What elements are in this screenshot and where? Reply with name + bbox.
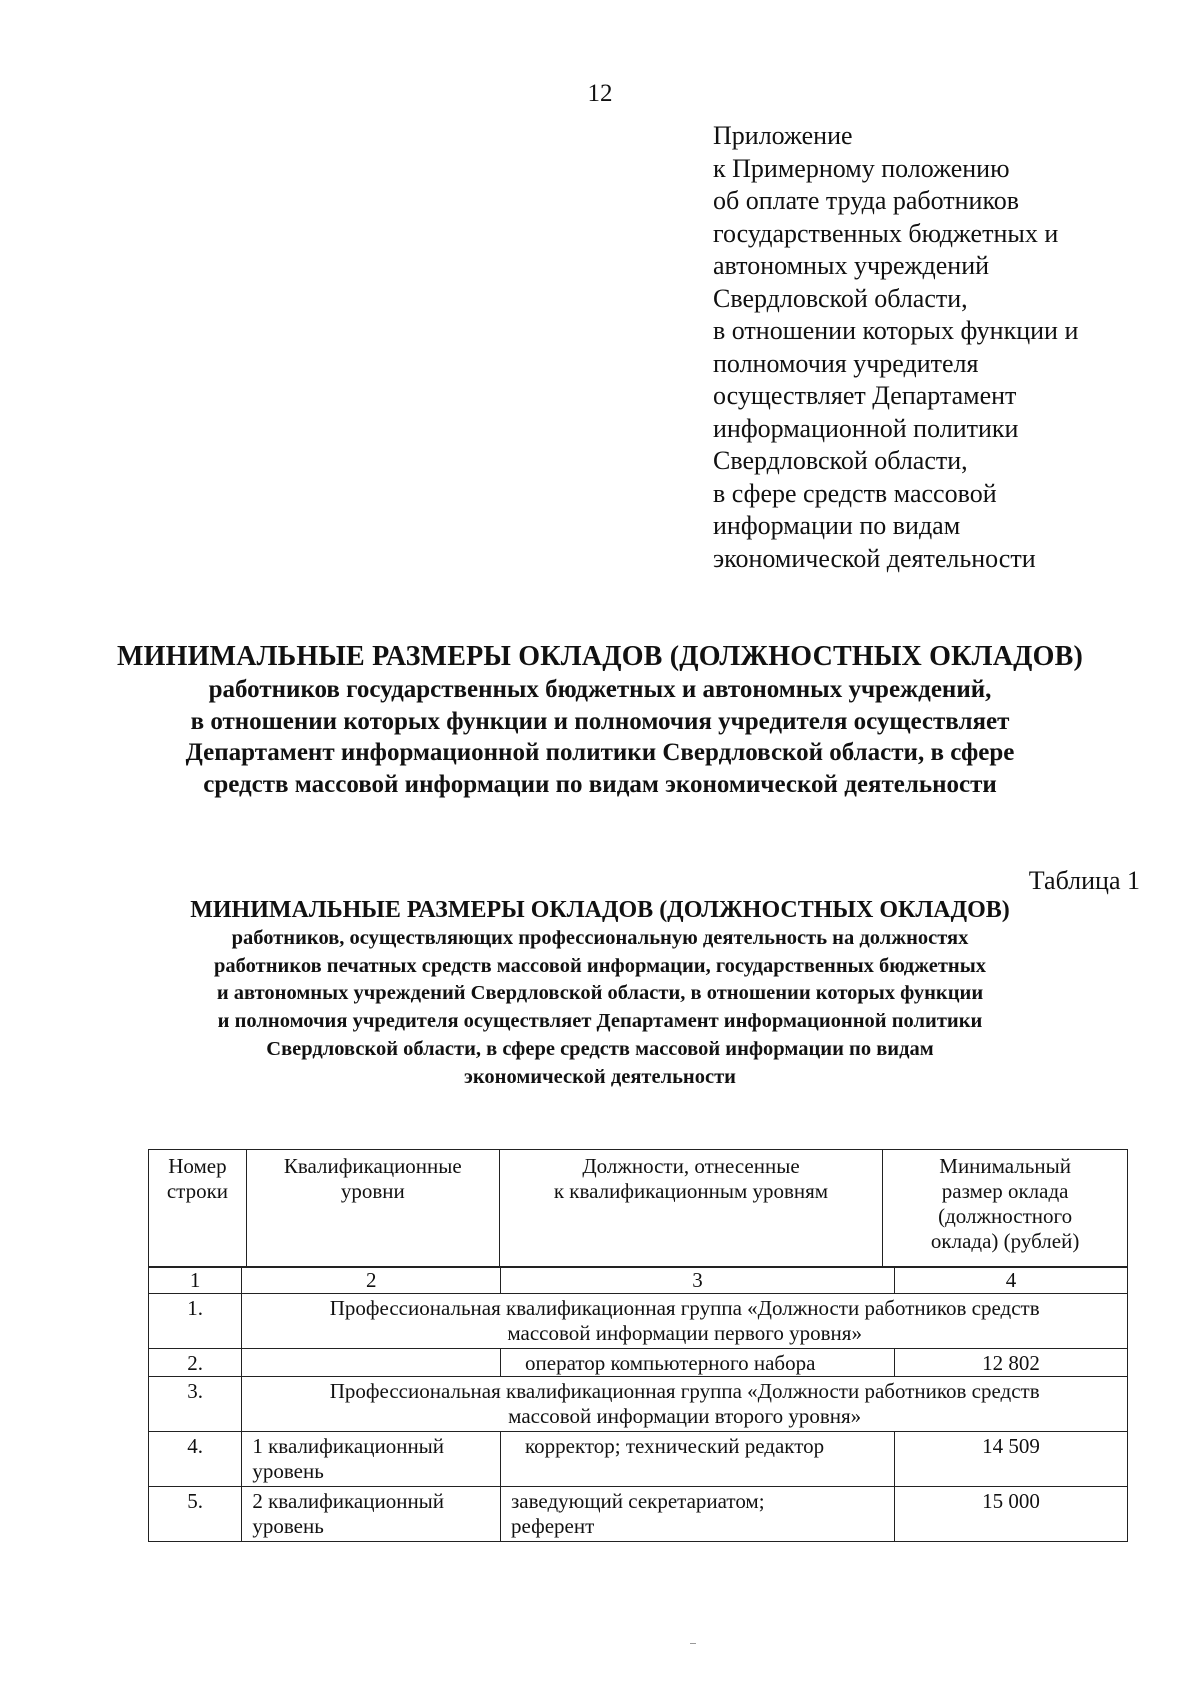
column-number: 2 bbox=[242, 1268, 501, 1294]
salary-cell: 14 509 bbox=[895, 1432, 1128, 1487]
table-title-line: Свердловской области, в сфере средств массовой информации по видам bbox=[266, 1037, 934, 1060]
group-text: Профессиональная квалификационная группа «Должности работников средств bbox=[329, 1379, 1040, 1403]
row-number: 2. bbox=[149, 1349, 242, 1377]
row-number: 4. bbox=[149, 1432, 242, 1487]
header-cell-salary bbox=[883, 1150, 1128, 1267]
level-text: 1 квалификационный bbox=[252, 1434, 445, 1458]
row-number: 3. bbox=[149, 1377, 242, 1432]
group-cell bbox=[242, 1294, 1128, 1349]
table-row bbox=[149, 1487, 1128, 1542]
level-text: уровень bbox=[252, 1514, 324, 1538]
table-label: Таблица 1 bbox=[1028, 866, 1140, 895]
document-title bbox=[100, 640, 1100, 800]
column-number: 3 bbox=[501, 1268, 895, 1294]
title-line: в отношении которых функции и полномочия учредителя осуществляет bbox=[190, 707, 1010, 735]
table-row bbox=[149, 1294, 1128, 1349]
salary-table bbox=[148, 1267, 1128, 1542]
header-cell-levels bbox=[246, 1150, 499, 1267]
title-line: Департамент информационной политики Свердловской области, в сфере bbox=[185, 739, 1015, 766]
appendix-line: информационной политики bbox=[713, 413, 1019, 443]
header-text: Квалификационные bbox=[283, 1154, 462, 1178]
positions-text: референт bbox=[511, 1514, 595, 1538]
positions-text: заведующий секретариатом; bbox=[511, 1489, 765, 1513]
table-title-line: и полномочия учредителя осуществляет Департамент информационной политики bbox=[217, 1010, 983, 1033]
header-text: строки bbox=[166, 1179, 229, 1203]
table-title-line: и автономных учреждений Свердловской области, в отношении которых функции bbox=[216, 982, 984, 1005]
group-text: Профессиональная квалификационная группа «Должности работников средств bbox=[329, 1296, 1040, 1320]
column-number: 4 bbox=[895, 1268, 1128, 1294]
appendix-line: осуществляет Департамент bbox=[713, 381, 1017, 410]
title-line: средств массовой информации по видам экономической деятельности bbox=[203, 770, 997, 798]
header-text: уровни bbox=[340, 1179, 405, 1203]
title-line: работников государственных бюджетных и автономных учреждений, bbox=[208, 676, 992, 703]
appendix-line: государственных бюджетных и bbox=[713, 218, 1059, 248]
table-title-line: МИНИМАЛЬНЫЕ РАЗМЕРЫ ОКЛАДОВ (ДОЛЖНОСТНЫХ ОКЛАДОВ) bbox=[190, 897, 1010, 923]
appendix-line: полномочия учредителя bbox=[713, 348, 979, 378]
header-text: Минимальный bbox=[939, 1154, 1071, 1178]
level-text: 2 квалификационный bbox=[252, 1489, 445, 1513]
salary-cell: 12 802 bbox=[895, 1349, 1128, 1377]
level-cell bbox=[242, 1432, 501, 1487]
group-cell bbox=[242, 1377, 1128, 1432]
table-row bbox=[149, 1377, 1128, 1432]
header-text: размер оклада bbox=[941, 1179, 1069, 1203]
positions-cell: оператор компьютерного набора bbox=[501, 1349, 895, 1377]
table-title bbox=[150, 895, 1050, 1091]
header-cell-row-number bbox=[149, 1150, 247, 1267]
group-text: массовой информации первого уровня» bbox=[507, 1321, 862, 1345]
level-cell bbox=[242, 1487, 501, 1542]
appendix-note bbox=[713, 120, 1153, 575]
appendix-line: в отношении которых функции и bbox=[713, 316, 1079, 345]
table-title-line: работников печатных средств массовой информации, государственных бюджетных bbox=[214, 954, 986, 977]
header-cell-positions bbox=[499, 1150, 883, 1267]
positions-cell: корректор; технический редактор bbox=[501, 1432, 895, 1487]
positions-cell bbox=[501, 1487, 895, 1542]
appendix-line: Свердловской области, bbox=[713, 446, 968, 475]
appendix-line: в сфере средств массовой bbox=[713, 478, 997, 508]
appendix-line: Свердловской области, bbox=[713, 283, 968, 313]
title-line: МИНИМАЛЬНЫЕ РАЗМЕРЫ ОКЛАДОВ (ДОЛЖНОСТНЫХ ОКЛАДОВ) bbox=[117, 641, 1083, 672]
appendix-line: об оплате труда работников bbox=[713, 186, 1020, 215]
table-title-line: экономической деятельности bbox=[464, 1065, 736, 1088]
level-cell bbox=[242, 1349, 501, 1377]
table-row bbox=[149, 1349, 1128, 1377]
group-text: массовой информации второго уровня» bbox=[508, 1404, 862, 1428]
table-row bbox=[149, 1432, 1128, 1487]
header-text: Должности, отнесенные bbox=[582, 1154, 800, 1178]
salary-table-header bbox=[148, 1149, 1128, 1267]
appendix-line: к Примерному положению bbox=[713, 153, 1010, 183]
scan-speck bbox=[690, 1643, 696, 1644]
header-text: оклада) (рублей) bbox=[930, 1229, 1080, 1253]
appendix-line: информации по видам bbox=[713, 511, 961, 540]
appendix-line: автономных учреждений bbox=[713, 251, 990, 280]
column-number: 1 bbox=[149, 1268, 242, 1294]
appendix-line: Приложение bbox=[713, 121, 853, 150]
row-number: 5. bbox=[149, 1487, 242, 1542]
header-text: Номер bbox=[168, 1154, 227, 1178]
table-title-line: работников, осуществляющих профессиональную деятельность на должностях bbox=[231, 927, 969, 949]
row-number: 1. bbox=[149, 1294, 242, 1349]
salary-cell: 15 000 bbox=[895, 1487, 1128, 1542]
header-text: (должностного bbox=[938, 1204, 1073, 1228]
header-text: к квалификационным уровням bbox=[553, 1179, 829, 1203]
column-number-row bbox=[149, 1268, 1128, 1294]
level-text: уровень bbox=[252, 1459, 324, 1483]
appendix-line: экономической деятельности bbox=[713, 543, 1036, 573]
header-row bbox=[149, 1150, 1128, 1267]
page-number: 12 bbox=[587, 80, 613, 107]
